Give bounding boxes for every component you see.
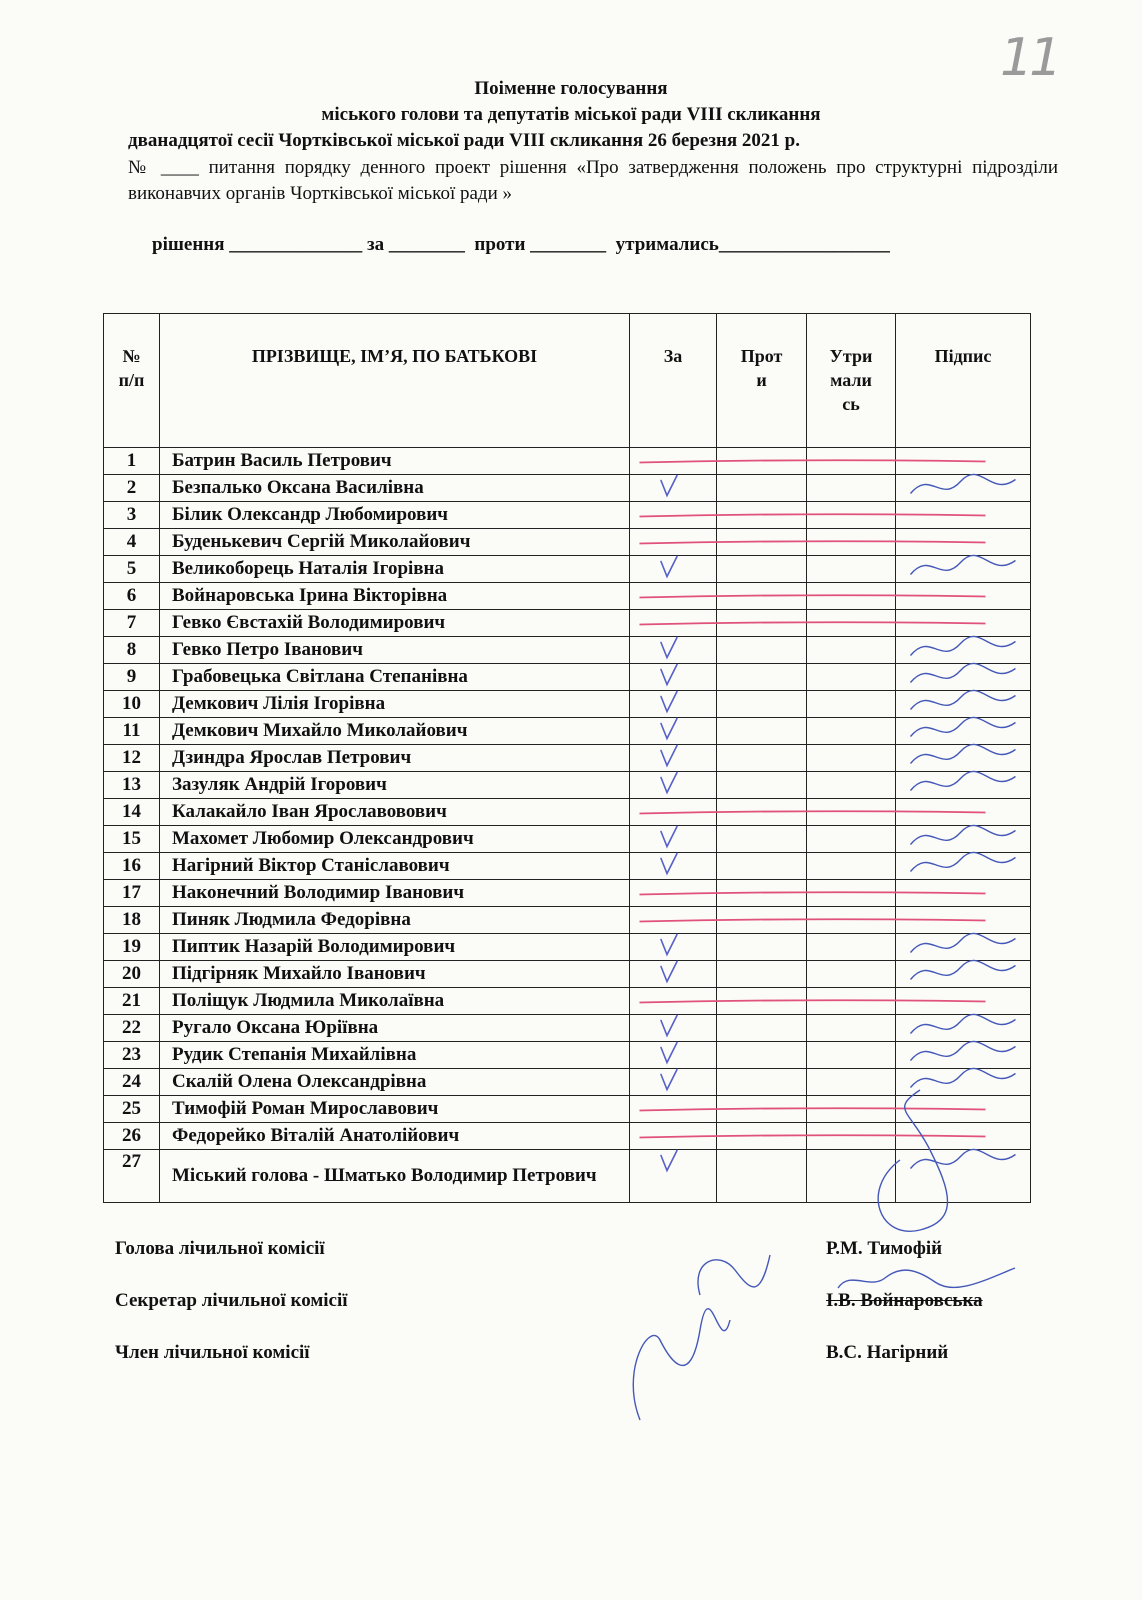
vote-against-cell [717,1150,807,1203]
row-number: 11 [104,718,160,745]
secretary-name: І.В. Войнаровська [826,1290,983,1311]
vote-against-cell [717,718,807,745]
vote-against-cell [717,475,807,502]
table-row [104,1069,1031,1096]
row-number: 17 [104,880,160,907]
row-number: 14 [104,799,160,826]
vote-for-cell [630,961,717,988]
vote-against-cell [717,1123,807,1150]
vote-abstained-cell [807,718,896,745]
vote-against-cell [717,799,807,826]
agenda-question [128,155,1058,207]
row-number: 9 [104,664,160,691]
signature-cell [896,475,1031,502]
row-number: 7 [104,610,160,637]
signature-cell [896,961,1031,988]
table-row [104,988,1031,1015]
deputy-name: Наконечний Володимир Іванович [160,880,630,907]
chair-label: Голова лічильної комісії [115,1238,325,1259]
signature-cell [896,637,1031,664]
deputy-name: Калакайло Іван Ярославовович [160,799,630,826]
vote-abstained-cell [807,502,896,529]
table-row [104,1015,1031,1042]
deputy-name: Нагірний Віктор Станіславович [160,853,630,880]
vote-abstained-cell [807,664,896,691]
deputy-name: Демкович Лілія Ігорівна [160,691,630,718]
vote-for-cell [630,502,717,529]
deputy-name: Рудик Степанія Михайлівна [160,1042,630,1069]
signature-cell [896,556,1031,583]
vote-for-cell [630,880,717,907]
signature-cell [896,1042,1031,1069]
vote-against-cell [717,934,807,961]
vote-abstained-cell [807,691,896,718]
deputy-name: Пиняк Людмила Федорівна [160,907,630,934]
vote-against-cell [717,1015,807,1042]
vote-for-cell [630,1042,717,1069]
deputy-name: Буденькевич Сергій Миколайович [160,529,630,556]
deputy-name: Войнаровська Ірина Вікторівна [160,583,630,610]
vote-abstained-cell [807,772,896,799]
vote-for-cell [630,853,717,880]
deputy-name: Демкович Михайло Миколайович [160,718,630,745]
vote-against-cell [717,583,807,610]
deputy-name: Поліщук Людмила Миколаївна [160,988,630,1015]
vote-for-cell [630,1015,717,1042]
deputy-name: Махомет Любомир Олександрович [160,826,630,853]
deputy-name: Батрин Василь Петрович [160,448,630,475]
signature-cell [896,799,1031,826]
table-row [104,1150,1031,1203]
vote-abstained-cell [807,475,896,502]
vote-abstained-cell [807,745,896,772]
row-number: 16 [104,853,160,880]
table-row [104,880,1031,907]
vote-against-cell [717,826,807,853]
vote-abstained-cell [807,1015,896,1042]
signature-cell [896,880,1031,907]
signature-cell [896,502,1031,529]
signature-cell [896,988,1031,1015]
vote-abstained-cell [807,853,896,880]
table-row [104,583,1031,610]
vote-abstained-cell [807,988,896,1015]
deputy-name: Великоборець Наталія Ігорівна [160,556,630,583]
signature-cell [896,907,1031,934]
vote-for-cell [630,988,717,1015]
row-number: 12 [104,745,160,772]
vote-against-cell [717,772,807,799]
table-row [104,610,1031,637]
vote-for-cell [630,826,717,853]
deputy-name: Гевко Петро Іванович [160,637,630,664]
vote-against-cell [717,664,807,691]
vote-abstained-cell [807,1123,896,1150]
header-abstained: Утримались [807,314,896,448]
table-row [104,934,1031,961]
deputy-name: Тимофій Роман Мирославович [160,1096,630,1123]
vote-for-cell [630,1069,717,1096]
vote-against-cell [717,529,807,556]
table-row [104,718,1031,745]
deputy-name: Федорейко Віталій Анатолійович [160,1123,630,1150]
signature-cell [896,583,1031,610]
vote-abstained-cell [807,529,896,556]
row-number: 10 [104,691,160,718]
signature-cell [896,934,1031,961]
signature-cell [896,718,1031,745]
row-number: 8 [104,637,160,664]
session-line: дванадцятої сесії Чортківської міської ради VIII скликання 26 березня 2021 р. [128,130,800,151]
signature-cell [896,1150,1031,1203]
decision-summary-line: рішення ______________ за ________ проти ________ утримались__________________ [152,234,890,255]
vote-abstained-cell [807,448,896,475]
row-number: 3 [104,502,160,529]
table-row [104,1123,1031,1150]
vote-abstained-cell [807,1042,896,1069]
row-number: 26 [104,1123,160,1150]
header-for: За [630,314,717,448]
vote-against-cell [717,691,807,718]
signature-cell [896,772,1031,799]
table-row [104,664,1031,691]
signature-cell [896,1069,1031,1096]
table-row [104,799,1031,826]
vote-against-cell [717,1069,807,1096]
table-row [104,745,1031,772]
vote-for-cell [630,556,717,583]
vote-for-cell [630,664,717,691]
chair-name: Р.М. Тимофій [826,1238,943,1259]
vote-for-cell [630,772,717,799]
signature-cell [896,1096,1031,1123]
member-label: Член лічильної комісії [115,1342,310,1363]
row-number: 15 [104,826,160,853]
table-header-row [104,314,1031,448]
vote-abstained-cell [807,907,896,934]
vote-for-cell [630,1123,717,1150]
vote-against-cell [717,907,807,934]
agenda-question-text: № ____ питання порядку денного проект рішення «Про затвердження положень про структурні підрозділи виконавчих органів Чортківської міської ради » [128,157,1058,204]
table-row [104,853,1031,880]
vote-against-cell [717,745,807,772]
table-row [104,556,1031,583]
row-number: 24 [104,1069,160,1096]
signature-cell [896,826,1031,853]
signature-cell [896,853,1031,880]
vote-for-cell [630,718,717,745]
vote-for-cell [630,1150,717,1203]
vote-abstained-cell [807,880,896,907]
vote-for-cell [630,529,717,556]
vote-for-cell [630,583,717,610]
vote-abstained-cell [807,1150,896,1203]
deputy-name: Ругало Оксана Юріївна [160,1015,630,1042]
signature-cell [896,745,1031,772]
signature-cell [896,448,1031,475]
vote-against-cell [717,637,807,664]
table-row [104,1042,1031,1069]
vote-for-cell [630,448,717,475]
vote-for-cell [630,1096,717,1123]
table-row [104,691,1031,718]
roll-call-table [103,313,1031,1203]
table-row [104,1096,1031,1123]
deputy-name: Скалій Олена Олександрівна [160,1069,630,1096]
row-number: 5 [104,556,160,583]
row-number: 20 [104,961,160,988]
vote-abstained-cell [807,556,896,583]
table-row [104,475,1031,502]
vote-abstained-cell [807,1069,896,1096]
vote-against-cell [717,556,807,583]
vote-against-cell [717,448,807,475]
signature-cell [896,529,1031,556]
signature-cell [896,691,1031,718]
header-against: Проти [717,314,807,448]
row-number: 27 [104,1150,160,1203]
table-row [104,961,1031,988]
vote-for-cell [630,907,717,934]
deputy-name: Грабовецька Світлана Степанівна [160,664,630,691]
signature-cell [896,1015,1031,1042]
vote-for-cell [630,745,717,772]
vote-against-cell [717,610,807,637]
vote-abstained-cell [807,1096,896,1123]
header-num: № п/п [104,314,160,448]
deputy-name: Білик Олександр Любомирович [160,502,630,529]
table-row [104,907,1031,934]
row-number: 4 [104,529,160,556]
signature-cell [896,1123,1031,1150]
table-row [104,826,1031,853]
secretary-substitute-signature [838,1268,1015,1288]
vote-against-cell [717,880,807,907]
signature-cell [896,664,1031,691]
row-number: 23 [104,1042,160,1069]
deputy-name: Пиптик Назарій Володимирович [160,934,630,961]
document-subtitle: міського голови та депутатів міської ради VIII скликання [321,104,821,125]
table-row [104,529,1031,556]
table-body [104,448,1031,1203]
vote-against-cell [717,1042,807,1069]
vote-against-cell [717,853,807,880]
header-name: ПРІЗВИЩЕ, ІМ’Я, ПО БАТЬКОВІ [160,314,630,448]
vote-for-cell [630,610,717,637]
vote-against-cell [717,961,807,988]
vote-against-cell [717,1096,807,1123]
vote-for-cell [630,475,717,502]
vote-abstained-cell [807,961,896,988]
row-number: 13 [104,772,160,799]
vote-abstained-cell [807,610,896,637]
secretary-signature [633,1255,770,1420]
deputy-name: Підгірняк Михайло Іванович [160,961,630,988]
vote-for-cell [630,799,717,826]
deputy-name: Зазуляк Андрій Ігорович [160,772,630,799]
vote-for-cell [630,637,717,664]
deputy-name: Дзиндра Ярослав Петрович [160,745,630,772]
vote-abstained-cell [807,826,896,853]
vote-abstained-cell [807,934,896,961]
table-row [104,502,1031,529]
table-row [104,637,1031,664]
table-row [104,448,1031,475]
secretary-label: Секретар лічильної комісії [115,1290,348,1311]
deputy-name: Міський голова - Шматько Володимир Петрович [160,1150,630,1203]
vote-abstained-cell [807,799,896,826]
vote-against-cell [717,988,807,1015]
row-number: 22 [104,1015,160,1042]
row-number: 1 [104,448,160,475]
row-number: 18 [104,907,160,934]
table-row [104,772,1031,799]
vote-against-cell [717,502,807,529]
vote-for-cell [630,691,717,718]
deputy-name: Безпалько Оксана Василівна [160,475,630,502]
row-number: 21 [104,988,160,1015]
header-signature: Підпис [896,314,1031,448]
row-number: 2 [104,475,160,502]
document-title: Поіменне голосування [474,78,668,99]
member-name: В.С. Нагірний [826,1342,949,1363]
handwritten-page-number: 11 [1000,28,1059,88]
row-number: 25 [104,1096,160,1123]
vote-abstained-cell [807,637,896,664]
deputy-name: Гевко Євстахій Володимирович [160,610,630,637]
row-number: 6 [104,583,160,610]
vote-for-cell [630,934,717,961]
vote-abstained-cell [807,583,896,610]
signature-cell [896,610,1031,637]
row-number: 19 [104,934,160,961]
